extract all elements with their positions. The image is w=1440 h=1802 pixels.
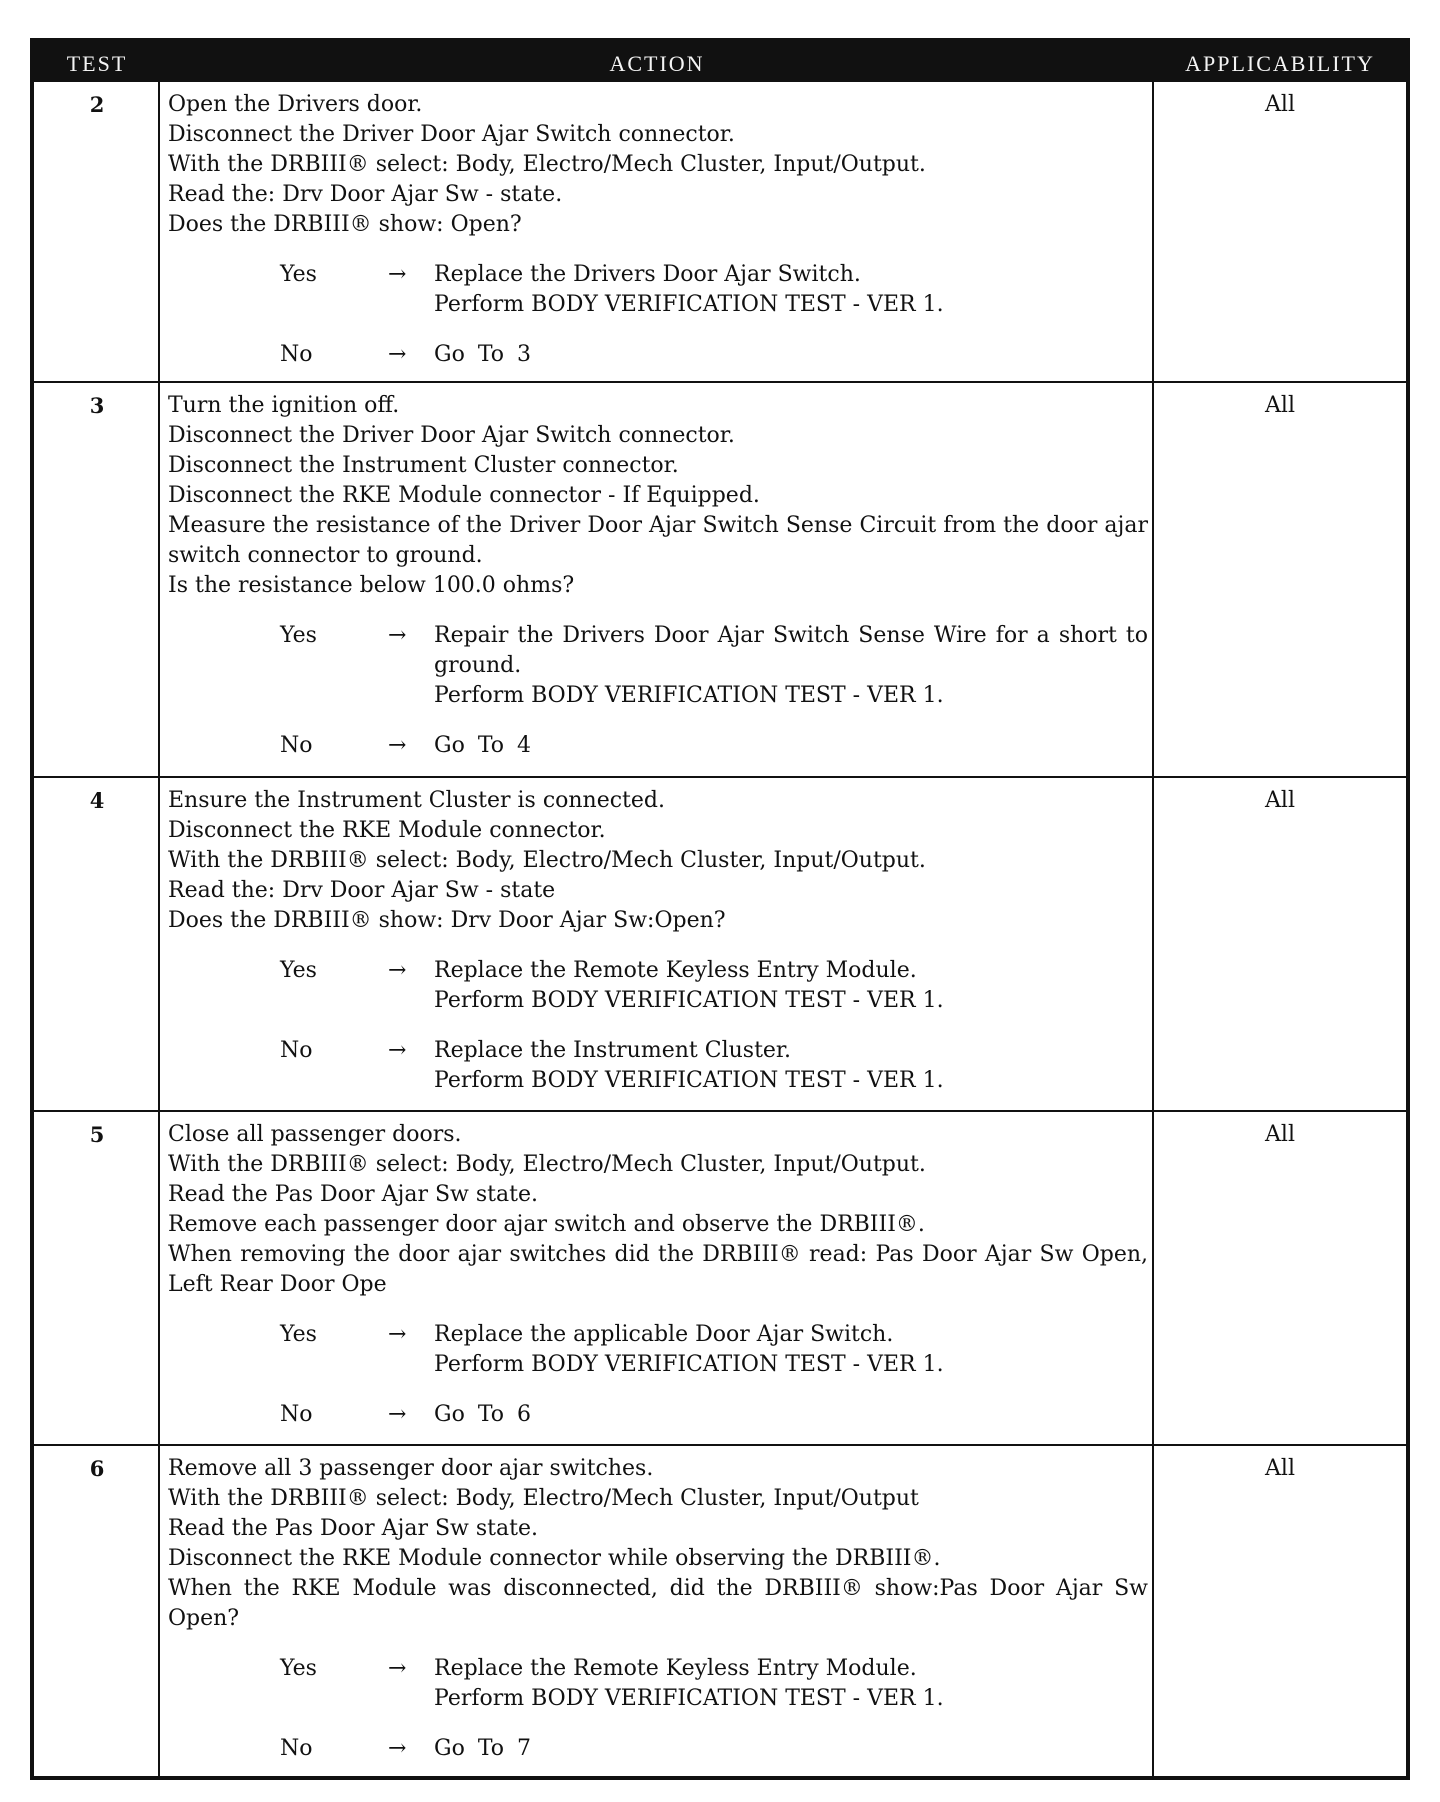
action-step: Remove all 3 passenger door ajar switches. xyxy=(168,1456,654,1481)
action-cell xyxy=(168,1454,1148,1764)
arrow-icon: → xyxy=(388,623,407,648)
action-step: Does the DRBIII® show: Drv Door Ajar Sw:Open? xyxy=(168,908,726,933)
diagnostic-test-table xyxy=(30,38,1410,1780)
yes-response xyxy=(168,621,1148,711)
no-response xyxy=(168,340,1148,370)
yes-text: Perform BODY VERIFICATION TEST - VER 1. xyxy=(434,1686,944,1711)
test-row-4 xyxy=(34,776,1406,1110)
no-text: Go To 4 xyxy=(434,733,532,758)
test-row-3 xyxy=(34,381,1406,776)
no-response xyxy=(168,1036,1148,1096)
yes-text: Replace the Remote Keyless Entry Module. xyxy=(434,958,917,983)
no-response xyxy=(168,731,1148,761)
applicability-cell: All xyxy=(1265,92,1295,117)
test-row-6 xyxy=(34,1444,1406,1776)
yes-text: Repair the Drivers Door Ajar Switch Sense Wire for a short to ground. xyxy=(434,623,1148,678)
action-step: Read the: Drv Door Ajar Sw - state xyxy=(168,878,556,903)
test-number: 6 xyxy=(89,1456,105,1481)
applicability-cell: All xyxy=(1265,1456,1295,1481)
yes-label: Yes xyxy=(280,1656,317,1681)
yes-text: Perform BODY VERIFICATION TEST - VER 1. xyxy=(434,1352,944,1377)
no-text: Go To 7 xyxy=(434,1736,532,1761)
action-step: Disconnect the RKE Module connector. xyxy=(168,818,606,843)
arrow-icon: → xyxy=(388,342,407,367)
arrow-icon: → xyxy=(388,1736,407,1761)
yes-response xyxy=(168,260,1148,320)
yes-response xyxy=(168,956,1148,1016)
test-row-5 xyxy=(34,1110,1406,1444)
action-step: Open the Drivers door. xyxy=(168,92,423,117)
test-number: 5 xyxy=(89,1122,105,1147)
action-step: Disconnect the Driver Door Ajar Switch connector. xyxy=(168,423,735,448)
applicability-cell: All xyxy=(1265,1122,1295,1147)
no-response xyxy=(168,1734,1148,1764)
action-step: Disconnect the RKE Module connector - If Equipped. xyxy=(168,483,760,508)
no-label: No xyxy=(280,342,313,367)
no-label: No xyxy=(280,733,313,758)
action-step: Is the resistance below 100.0 ohms? xyxy=(168,573,575,598)
yes-text: Perform BODY VERIFICATION TEST - VER 1. xyxy=(434,683,944,708)
yes-response xyxy=(168,1654,1148,1714)
action-step: Read the Pas Door Ajar Sw state. xyxy=(168,1182,538,1207)
action-step: Disconnect the Driver Door Ajar Switch connector. xyxy=(168,122,735,147)
action-step: Remove each passenger door ajar switch and observe the DRBIII®. xyxy=(168,1212,925,1237)
test-row-2 xyxy=(34,82,1406,381)
applicability-cell: All xyxy=(1265,393,1295,418)
test-number: 3 xyxy=(89,393,105,418)
action-step: Disconnect the Instrument Cluster connector. xyxy=(168,453,679,478)
action-step: With the DRBIII® select: Body, Electro/Mech Cluster, Input/Output. xyxy=(168,848,926,873)
yes-text: Replace the Remote Keyless Entry Module. xyxy=(434,1656,917,1681)
yes-text: Perform BODY VERIFICATION TEST - VER 1. xyxy=(434,988,944,1013)
no-text: Perform BODY VERIFICATION TEST - VER 1. xyxy=(434,1068,944,1093)
arrow-icon: → xyxy=(388,733,407,758)
no-label: No xyxy=(280,1736,313,1761)
no-text: Replace the Instrument Cluster. xyxy=(434,1038,792,1063)
action-step: Measure the resistance of the Driver Door Ajar Switch Sense Circuit from the door ajar switch connector to ground. xyxy=(168,513,1148,568)
action-step: When the RKE Module was disconnected, did the DRBIII® show:Pas Door Ajar Sw Open? xyxy=(168,1576,1148,1631)
action-step: Does the DRBIII® show: Open? xyxy=(168,212,522,237)
test-number: 2 xyxy=(89,92,105,117)
action-step: Ensure the Instrument Cluster is connected. xyxy=(168,788,665,813)
no-response xyxy=(168,1400,1148,1430)
no-text: Go To 6 xyxy=(434,1402,532,1427)
header-action: ACTION xyxy=(609,51,705,76)
no-label: No xyxy=(280,1038,313,1063)
yes-text: Replace the applicable Door Ajar Switch. xyxy=(434,1322,894,1347)
no-text: Go To 3 xyxy=(434,342,532,367)
action-step: Read the: Drv Door Ajar Sw - state. xyxy=(168,182,563,207)
action-step: Turn the ignition off. xyxy=(168,393,400,418)
applicability-cell: All xyxy=(1265,788,1295,813)
action-step: With the DRBIII® select: Body, Electro/Mech Cluster, Input/Output. xyxy=(168,1152,926,1177)
yes-label: Yes xyxy=(280,623,317,648)
arrow-icon: → xyxy=(388,958,407,983)
yes-text: Replace the Drivers Door Ajar Switch. xyxy=(434,262,861,287)
header-test: TEST xyxy=(66,51,128,76)
yes-label: Yes xyxy=(280,1322,317,1347)
arrow-icon: → xyxy=(388,1656,407,1681)
arrow-icon: → xyxy=(388,1402,407,1427)
action-cell xyxy=(168,786,1148,1096)
header-applicability: APPLICABILITY xyxy=(1185,51,1375,76)
arrow-icon: → xyxy=(388,1322,407,1347)
action-step: Read the Pas Door Ajar Sw state. xyxy=(168,1516,538,1541)
action-step: Disconnect the RKE Module connector while observing the DRBIII®. xyxy=(168,1546,941,1571)
yes-label: Yes xyxy=(280,262,317,287)
arrow-icon: → xyxy=(388,1038,407,1063)
action-step: With the DRBIII® select: Body, Electro/Mech Cluster, Input/Output. xyxy=(168,152,926,177)
yes-text: Perform BODY VERIFICATION TEST - VER 1. xyxy=(434,292,944,317)
action-step: Close all passenger doors. xyxy=(168,1122,462,1147)
action-step: When removing the door ajar switches did the DRBIII® read: Pas Door Ajar Sw Open, Left Rear Door Ope xyxy=(168,1242,1148,1297)
test-number: 4 xyxy=(89,788,105,813)
no-label: No xyxy=(280,1402,313,1427)
arrow-icon: → xyxy=(388,262,407,287)
action-cell xyxy=(168,90,1148,370)
action-cell xyxy=(168,391,1148,761)
action-cell xyxy=(168,1120,1148,1430)
yes-label: Yes xyxy=(280,958,317,983)
yes-response xyxy=(168,1320,1148,1380)
action-step: With the DRBIII® select: Body, Electro/Mech Cluster, Input/Output xyxy=(168,1486,919,1511)
table-header xyxy=(34,42,1406,82)
